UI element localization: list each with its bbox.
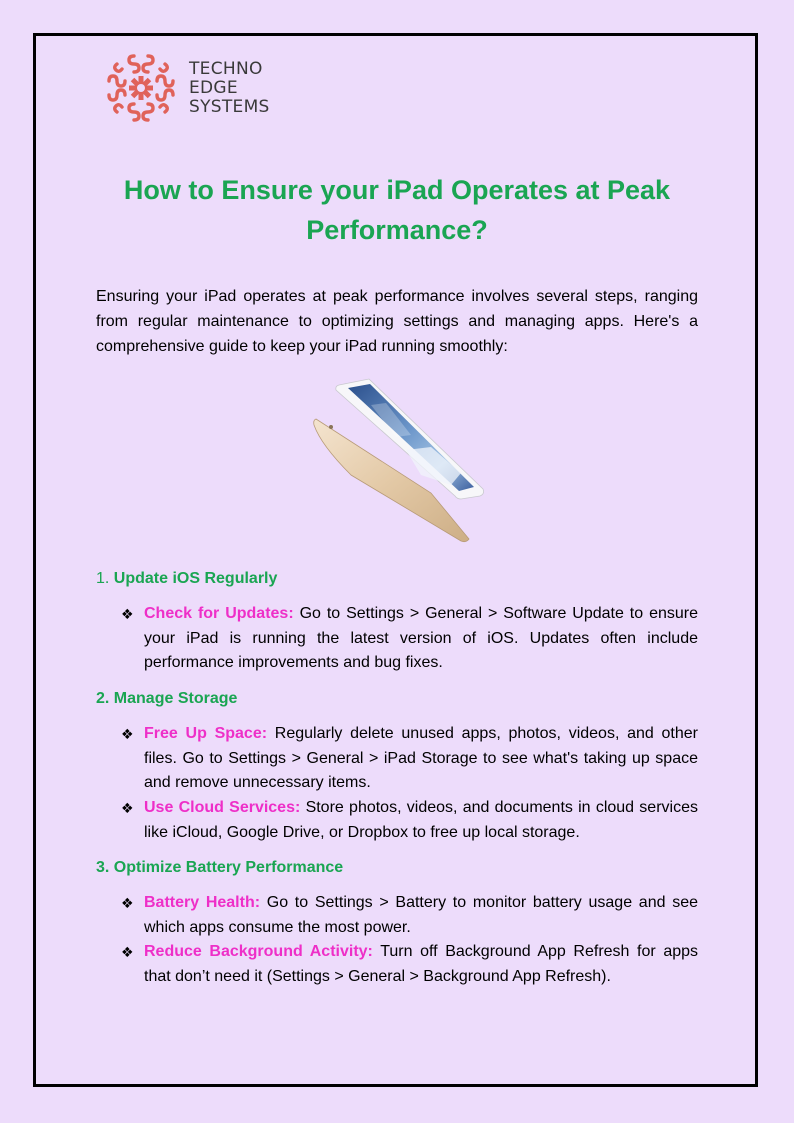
section-number: 3. — [96, 859, 110, 876]
bullet-diamond-icon: ❖ — [121, 726, 134, 742]
item-text: Go to Settings > Battery to monitor battery usage and see which apps consume the most power. — [144, 894, 698, 936]
section-title: Manage Storage — [113, 690, 238, 707]
bullet-diamond-icon: ❖ — [121, 800, 134, 816]
bullet-diamond-icon: ❖ — [121, 606, 134, 622]
item-text: Go to Settings > General > Software Update to ensure your iPad is running the latest version of iOS. Updates often include performance improvements and bug fixes. — [144, 605, 698, 671]
logo-mark-icon — [101, 48, 181, 128]
item-lead: Free Up Space: — [144, 725, 268, 742]
list-item — [121, 796, 698, 845]
section-number: 1. — [96, 570, 110, 587]
logo-wordmark — [189, 60, 270, 117]
list-item — [121, 940, 698, 989]
list-item — [121, 891, 698, 940]
section-title: Optimize Battery Performance — [113, 859, 344, 876]
item-lead: Battery Health: — [144, 894, 261, 911]
item-lead: Check for Updates: — [144, 605, 294, 622]
logo-line-1: TECHNO — [189, 58, 263, 79]
section-heading-manage-storage — [96, 688, 237, 710]
intro-paragraph: Ensuring your iPad operates at peak performance involves several steps, ranging from regular maintenance to optimizing settings and managing apps. Here's a comprehensive guide to keep your iPad running smoothly: — [96, 288, 698, 355]
item-text: Turn off Background App Refresh for apps that don’t need it (Settings > General > Background App Refresh). — [144, 943, 699, 985]
bullet-diamond-icon: ❖ — [121, 944, 134, 960]
section-title: Update iOS Regularly — [113, 570, 278, 587]
item-text: Regularly delete unused apps, photos, videos, and other files. Go to Settings > General > iPad Storage to see what's taking up space and remove unnecessary items. — [144, 725, 699, 791]
item-lead: Reduce Background Activity: — [144, 943, 373, 960]
ipad-icon — [311, 375, 487, 545]
item-text: Store photos, videos, and documents in cloud services like iCloud, Google Drive, or Dropbox to free up local storage. — [144, 799, 698, 841]
bullet-diamond-icon: ❖ — [121, 895, 134, 911]
section-number: 2. — [96, 690, 110, 707]
section-heading-update-ios — [96, 568, 277, 590]
page-title: How to Ensure your iPad Operates at Peak Performance? — [123, 175, 671, 245]
company-logo — [101, 48, 270, 128]
list-item — [121, 722, 698, 796]
section-heading-battery — [96, 857, 343, 879]
logo-line-2: EDGE — [189, 77, 238, 98]
logo-line-3: SYSTEMS — [189, 96, 270, 117]
list-item — [121, 602, 698, 676]
item-lead: Use Cloud Services: — [144, 799, 301, 816]
